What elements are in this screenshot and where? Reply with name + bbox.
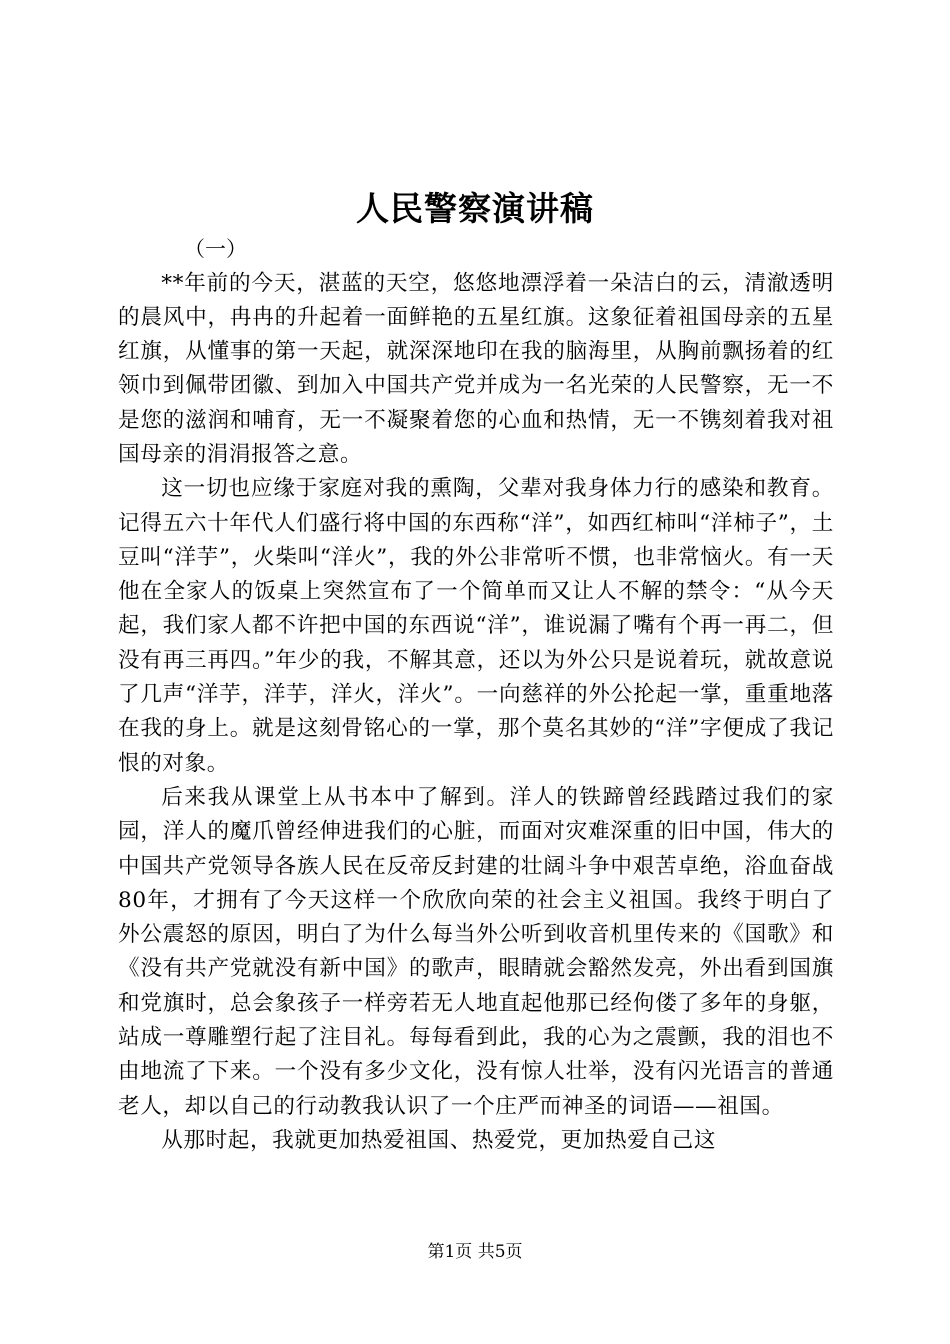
document-body [118,232,834,1158]
paragraph-4: 从那时起，我就更加热爱祖国、热爱党，更加热爱自己这 [161,1127,717,1153]
page-footer: 第1页 共5页 [427,1242,523,1262]
paragraph-1: **年前的今天，湛蓝的天空，悠悠地漂浮着一朵洁白的云，清澈透明的晨风中，冉冉的升起着一面鲜艳的五星红旗。这象征着祖国母亲的五星红旗，从懂事的第一天起，就深深地印在我的脑海里，从胸前飘扬着的红领巾到佩带团徽、到加入中国共产党并成为一名光荣的人民警察，无一不是您的滋润和哺育，无一不凝聚着您的心血和热情，无一不镌刻着我对祖国母亲的涓涓报答之意。 [118,270,834,467]
paragraph-2: 这一切也应缘于家庭对我的熏陶，父辈对我身体力行的感染和教育。记得五六十年代人们盛行将中国的东西称“洋”，如西红柿叫“洋柿子”，土豆叫“洋芋”，火柴叫“洋火”，我的外公非常听不惯，也非常恼火。有一天他在全家人的饭桌上突然宣布了一个简单而又让人不解的禁令：“从今天起，我们家人都不许把中国的东西说“洋”，谁说漏了嘴有个再一再二，但没有再三再四。”年少的我，不解其意，还以为外公只是说着玩，就故意说了几声“洋芋，洋芋，洋火，洋火”。一向慈祥的外公抡起一掌，重重地落在我的身上。就是这刻骨铭心的一掌，那个莫名其妙的“洋”字便成了我记恨的对象。 [118,476,834,776]
paragraph-3: 后来我从课堂上从书本中了解到。洋人的铁蹄曾经践踏过我们的家园，洋人的魔爪曾经伸进我们的心脏，而面对灾难深重的旧中国，伟大的中国共产党领导各族人民在反帝反封建的壮阔斗争中艰苦卓绝，浴血奋战80年，才拥有了今天这样一个欣欣向荣的社会主义祖国。我终于明白了外公震怒的原因，明白了为什么每当外公听到收音机里传来的《国歌》和《没有共产党就没有新中国》的歌声，眼睛就会豁然发亮，外出看到国旗和党旗时，总会象孩子一样旁若无人地直起他那已经佝偻了多年的身躯，站成一尊雕塑行起了注目礼。每每看到此，我的心为之震颤，我的泪也不由地流了下来。一个没有多少文化，没有惊人壮举，没有闪光语言的普通老人，却以自己的行动教我认识了一个庄严而神圣的词语——祖国。 [118,784,834,1119]
document-title: 人民警察演讲稿 [356,189,594,228]
section-label: （一） [184,237,247,261]
